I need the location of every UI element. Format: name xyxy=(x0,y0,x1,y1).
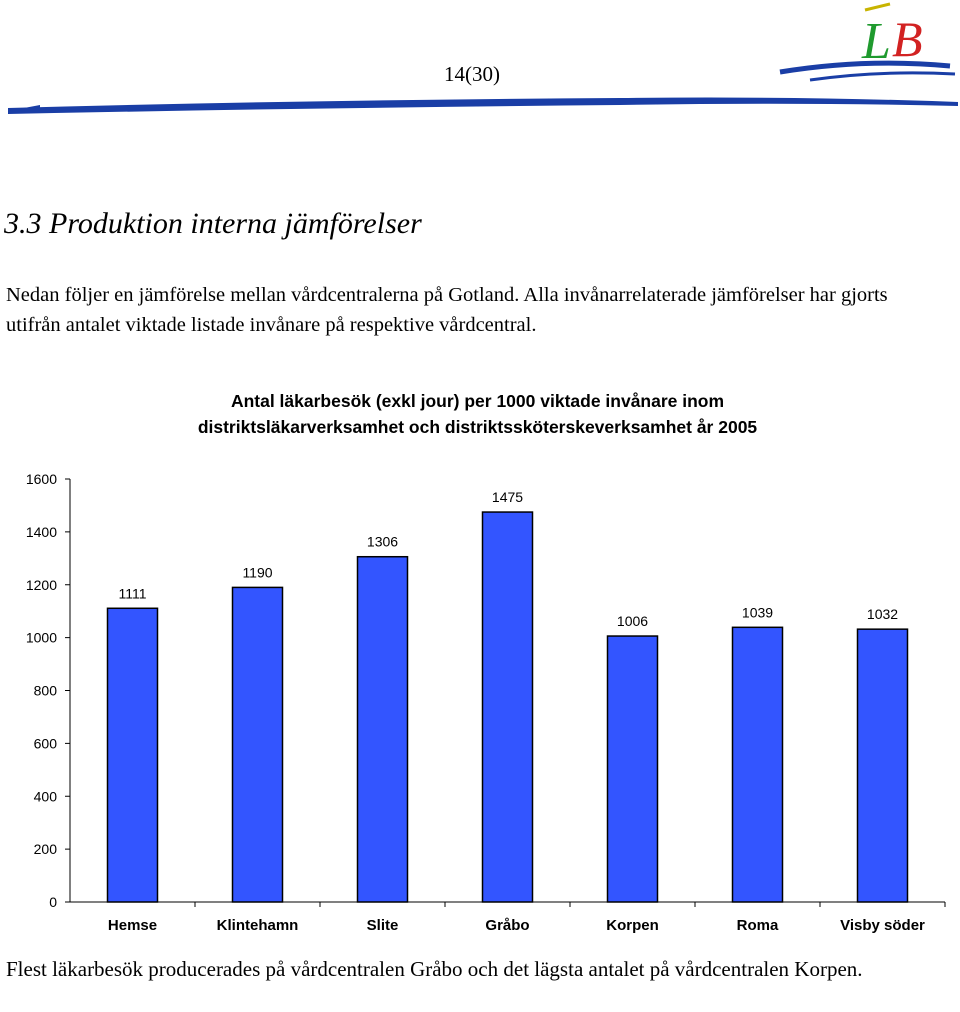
y-tick-label: 1000 xyxy=(25,629,57,646)
bar xyxy=(358,557,408,902)
y-tick-label: 1200 xyxy=(25,576,57,593)
header-rule xyxy=(0,92,960,122)
page-number: 14(30) xyxy=(444,62,500,86)
data-label: 1032 xyxy=(866,606,899,623)
y-tick-label: 1600 xyxy=(25,471,57,487)
lb-logo xyxy=(770,0,960,95)
chart-labels xyxy=(26,471,925,934)
y-tick-label: 600 xyxy=(33,735,57,752)
y-tick-label: 200 xyxy=(33,841,57,858)
x-category-label: Gråbo xyxy=(485,917,530,934)
data-label: 1306 xyxy=(366,533,399,550)
x-category-label: Slite xyxy=(366,917,399,934)
data-label: 1190 xyxy=(242,564,273,581)
bar-chart xyxy=(0,460,960,940)
chart-bars xyxy=(108,512,908,902)
section-title: 3.3 Produktion interna jämförelser xyxy=(4,207,422,240)
x-category-label: Klintehamn xyxy=(216,917,299,934)
svg-text:B: B xyxy=(892,11,923,67)
bar xyxy=(608,636,658,902)
data-label: 1039 xyxy=(741,604,774,621)
bar xyxy=(233,587,283,902)
bar xyxy=(858,629,908,902)
chart-title xyxy=(0,388,955,440)
data-label: 1006 xyxy=(616,613,649,630)
conclusion-paragraph: Flest läkarbesök producerades på vårdcentralen Gråbo och det lägsta antalet på vårdcentralen Korpen. xyxy=(6,957,863,981)
data-label: 1475 xyxy=(491,489,524,506)
x-category-label: Roma xyxy=(736,917,779,934)
x-category-label: Hemse xyxy=(107,917,158,934)
y-tick-label: 400 xyxy=(33,788,57,805)
bar xyxy=(108,608,158,902)
bar xyxy=(483,512,533,902)
y-tick-label: 800 xyxy=(33,682,57,699)
chart-title-line2: distriktsläkarverksamhet och distriktssköterskeverksamhet år 2005 xyxy=(197,417,758,437)
data-label: 1111 xyxy=(118,585,147,602)
chart-title-line1: Antal läkarbesök (exkl jour) per 1000 viktade invånare inom xyxy=(230,391,725,411)
x-category-label: Korpen xyxy=(606,917,659,934)
y-tick-label: 0 xyxy=(49,894,57,910)
intro-paragraph: Nedan följer en jämförelse mellan vårdcentralerna på Gotland. Alla invånarrelaterade jämförelser har gjorts utifrån antalet viktade listade invånare på respektive vårdcentral. xyxy=(6,284,888,336)
svg-text:L: L xyxy=(862,13,891,70)
bar xyxy=(733,627,783,902)
x-category-label: Visby söder xyxy=(840,917,925,934)
y-tick-label: 1400 xyxy=(25,523,57,540)
